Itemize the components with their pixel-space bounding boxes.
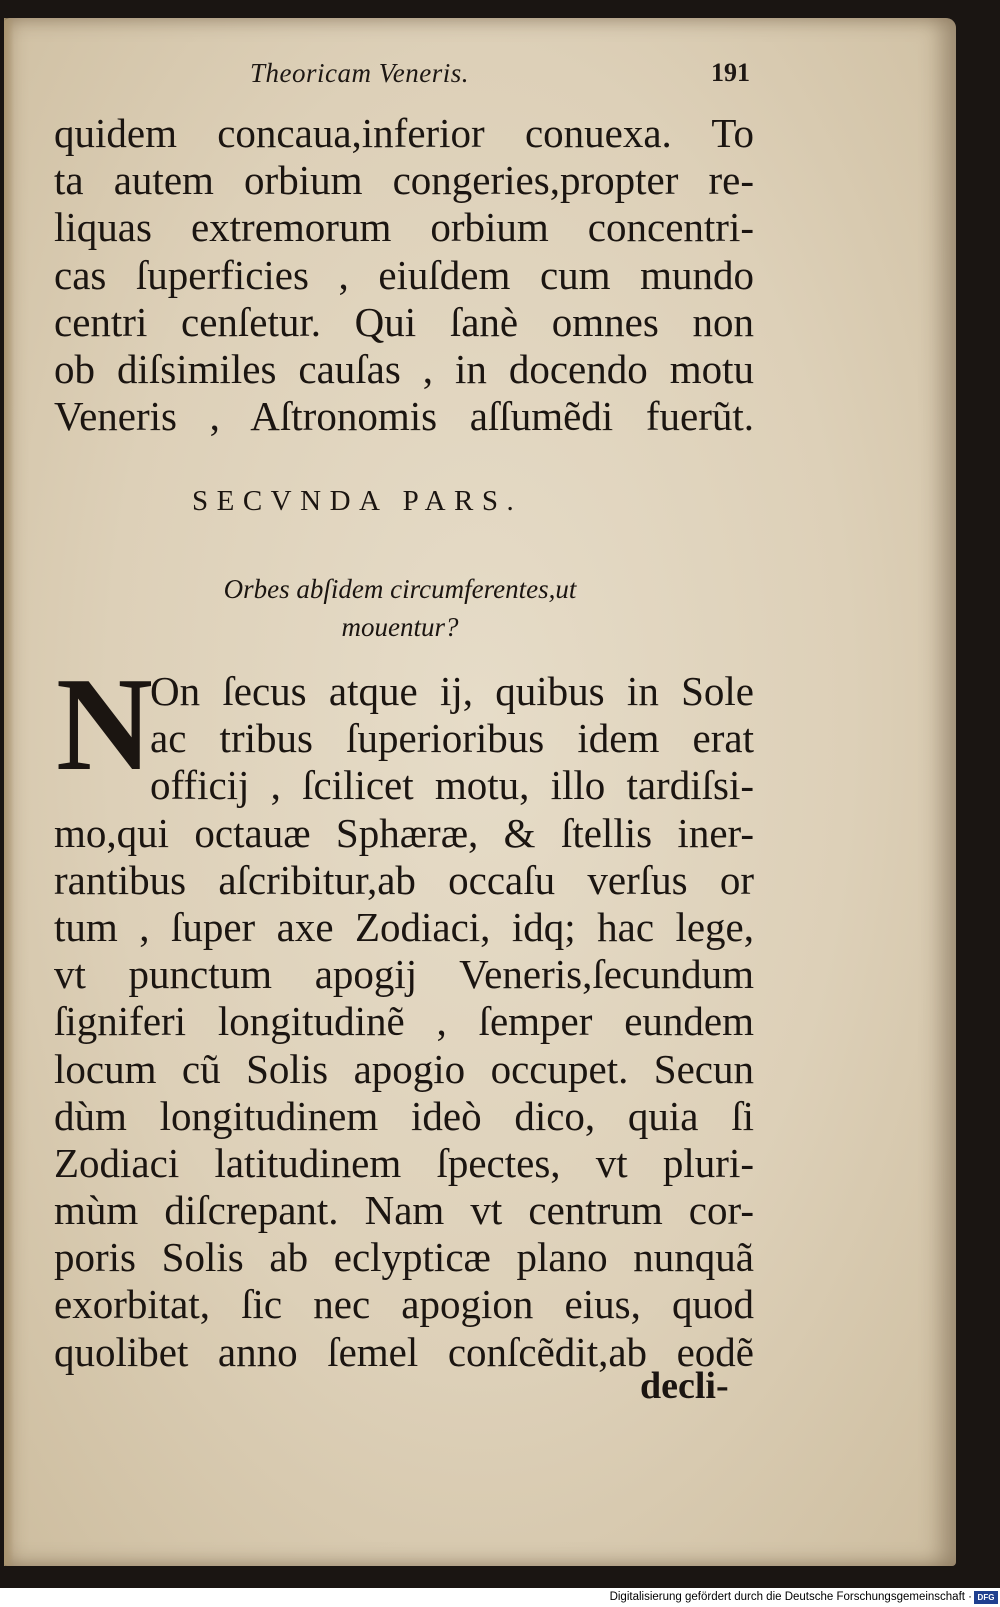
catchword: decli- (640, 1365, 729, 1407)
text-line: ac tribus ſuperioribus idem erat (150, 715, 754, 762)
page-edge (4, 18, 14, 1566)
text-line: quolibet anno ſemel conſcẽdit,ab eodẽ (54, 1328, 754, 1375)
text-line: officij , ſcilicet motu, illo tardiſsi- (150, 762, 754, 809)
text-line: exorbitat, ſic nec apogion eius, quod (54, 1281, 754, 1328)
footer-credit: Digitalisierung gefördert durch die Deutsche Forschungsgemeinschaft · (609, 1591, 972, 1603)
text-line: Zodiaci latitudinem ſpectes, vt pluri- (54, 1139, 754, 1186)
text-block-top (54, 110, 754, 440)
page-number: 191 (711, 58, 750, 87)
text-line: quidem concaua,inferior conuexa. To (54, 110, 754, 156)
text-block-main (54, 650, 754, 1376)
section-subheading (180, 570, 620, 646)
text-line: vt punctum apogij Veneris,ſecundum (54, 951, 754, 998)
text-line: ta autem orbium congeries,propter re- (54, 157, 754, 204)
text-line: ſigniferi longitudinẽ , ſemper eundem (54, 998, 754, 1045)
text-line: Veneris , Aſtronomis aſſumẽdi fuerũt. (54, 393, 754, 440)
text-line: dùm longitudinem ideò dico, quia ſi (54, 1092, 754, 1139)
text-line: mo,qui octauæ Sphæræ, & ſtellis iner- (54, 809, 754, 856)
text-line: rantibus aſcribitur,ab occaſu verſus or (54, 856, 754, 903)
text-line: tum , ſuper axe Zodiaci, idq; hac lege, (54, 903, 754, 950)
text-line: poris Solis ab eclypticæ plano nunquã (54, 1234, 754, 1281)
text-line: ob diſsimiles cauſas , in docendo motu (54, 345, 754, 392)
text-line: mùm diſcrepant. Nam vt centrum cor- (54, 1187, 754, 1234)
text-line: On ſecus atque ij, quibus in Sole (150, 668, 754, 714)
digitization-footer (0, 1588, 1000, 1607)
subheading-line: Orbes abſidem circumferentes,ut (223, 574, 577, 604)
page-header (250, 52, 750, 92)
subheading-line: mouentur? (341, 612, 459, 642)
text-line: centri cenſetur. Qui ſanè omnes non (54, 298, 754, 345)
running-title: Theoricam Veneris. (250, 58, 469, 88)
text-line: cas ſuperficies , eiuſdem cum mundo (54, 251, 754, 298)
drop-cap: N (56, 650, 153, 798)
section-heading: SECVNDA PARS. (192, 485, 523, 517)
dfg-logo-icon: DFG (974, 1591, 998, 1604)
text-line: locum cũ Solis apogio occupet. Secun (54, 1045, 754, 1092)
text-line: liquas extremorum orbium concentri- (54, 204, 754, 251)
